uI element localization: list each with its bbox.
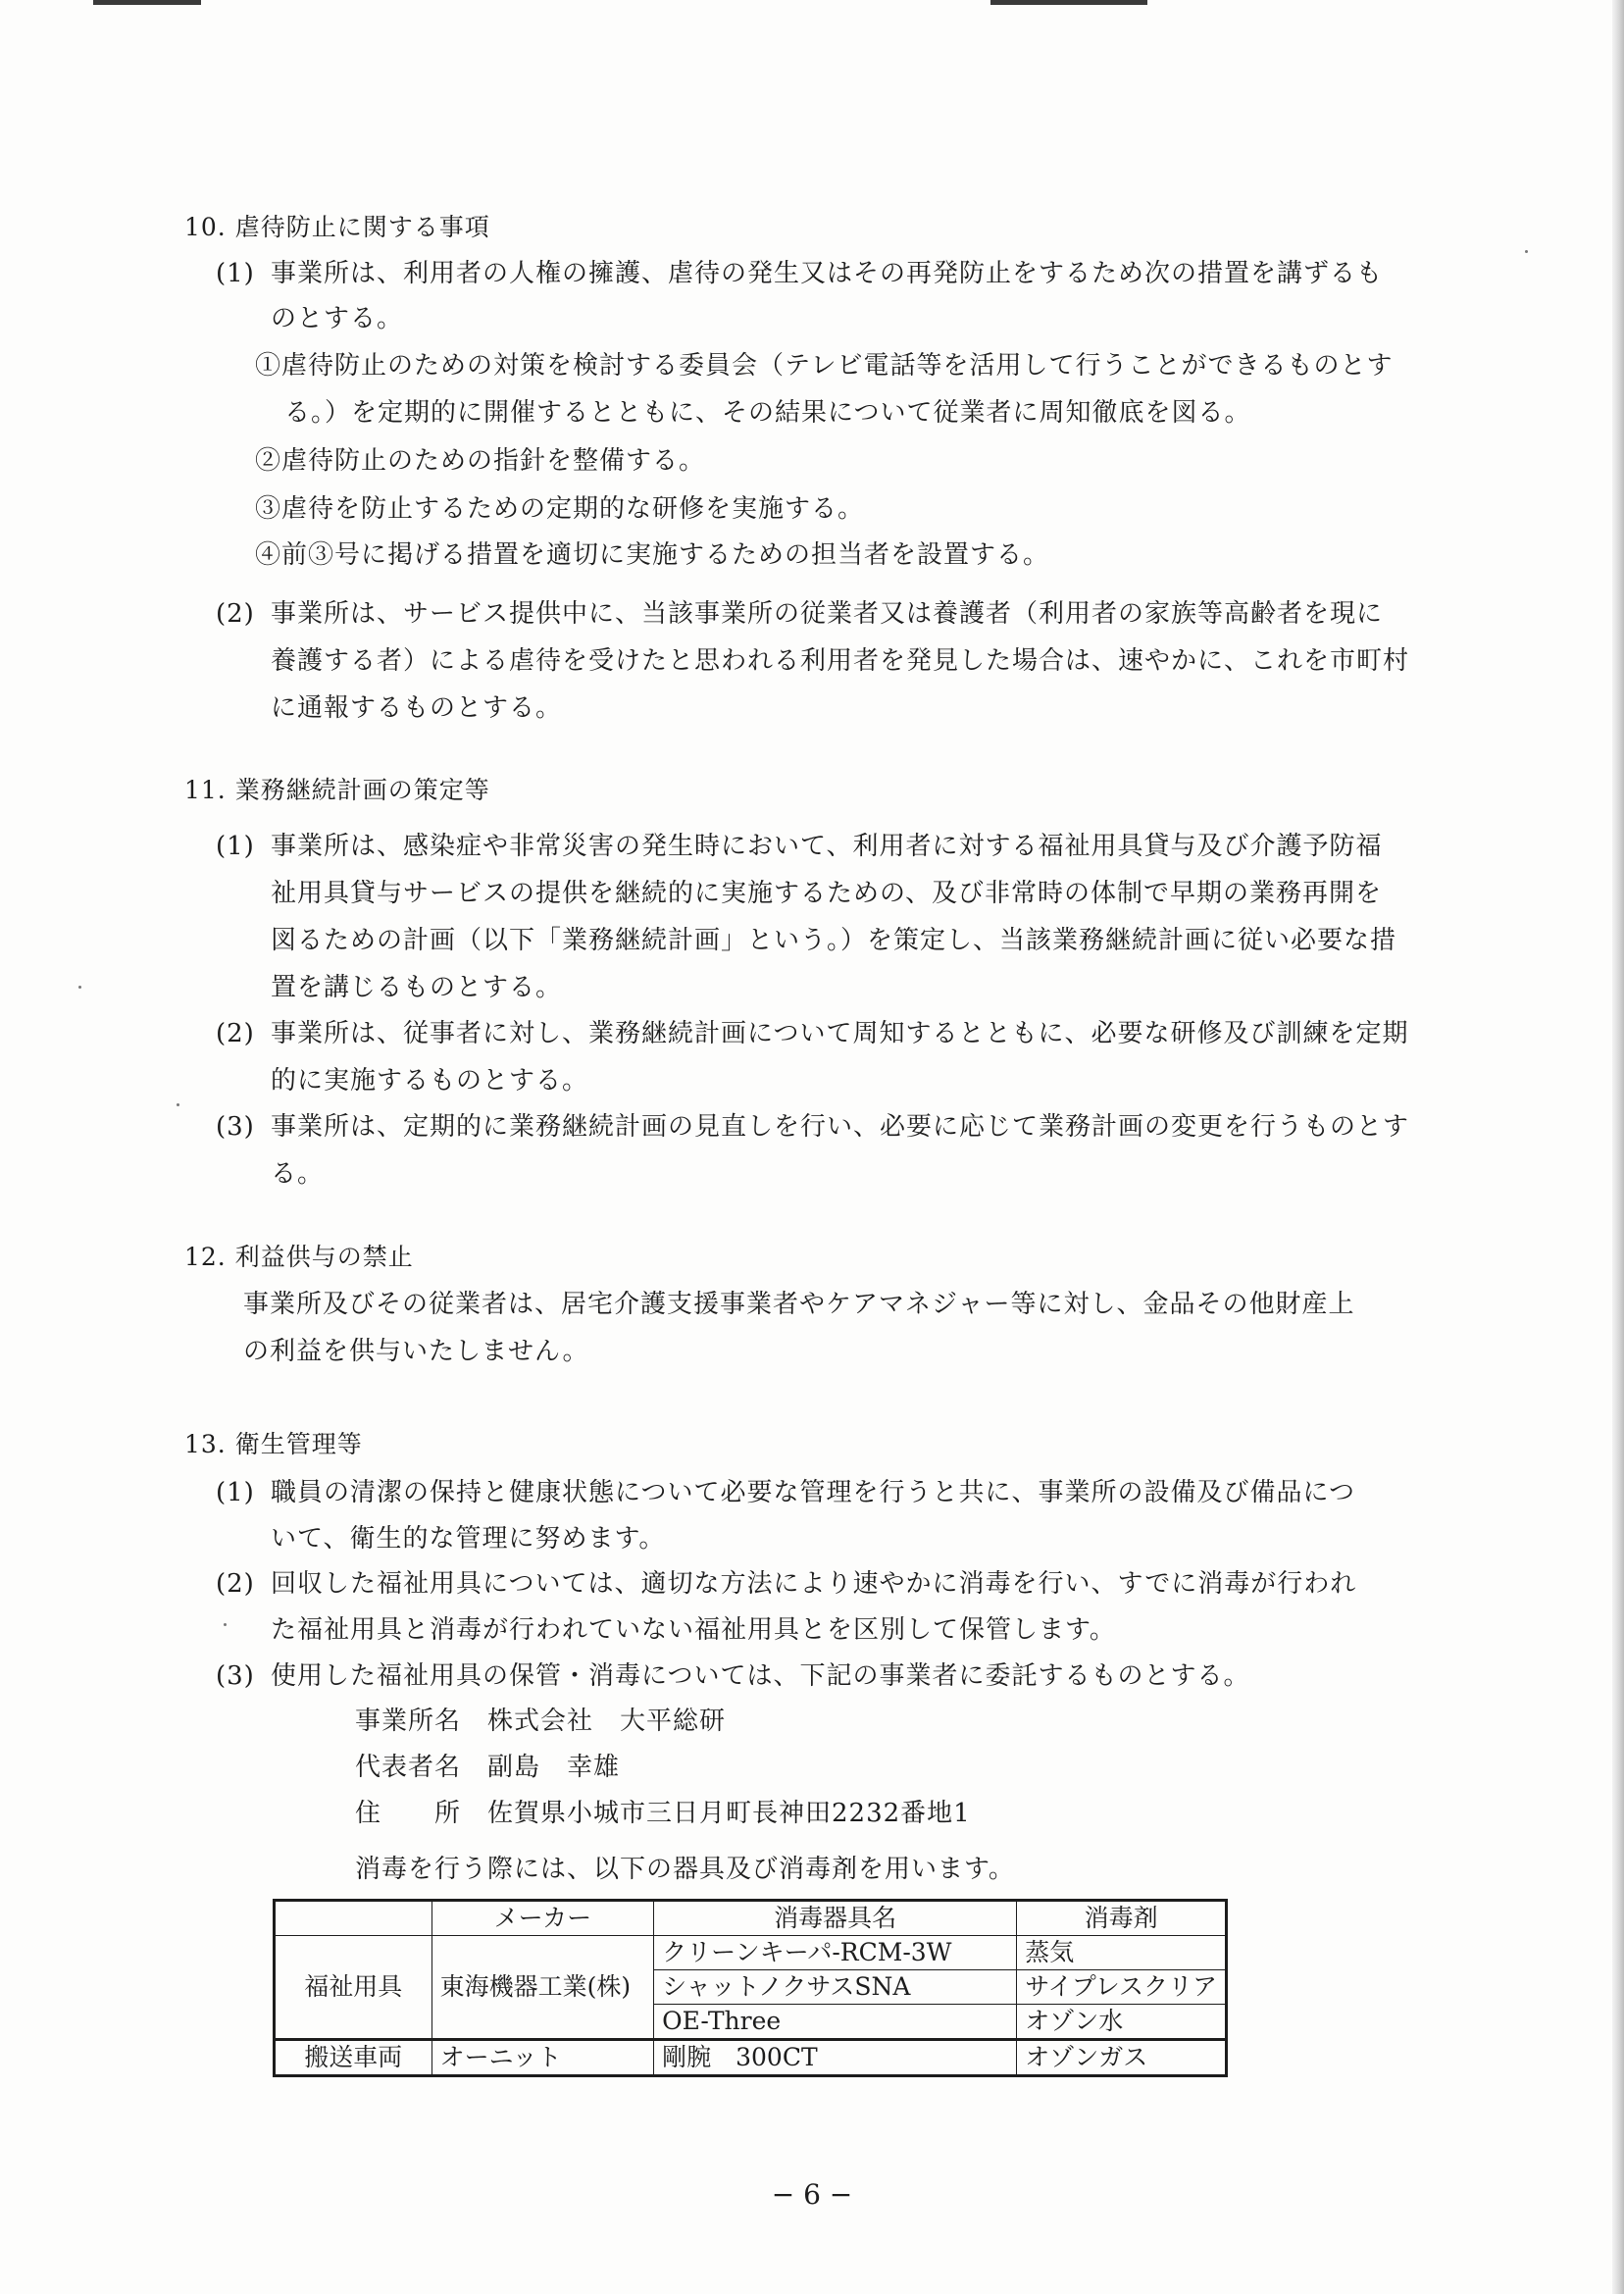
- s10-measure-4: ④前③号に掲げる措置を適切に実施するための担当者を設置する。: [255, 540, 1050, 570]
- s10-measure-3: ③虐待を防止するための定期的な研修を実施する。: [255, 494, 865, 524]
- contractor-company-name: 事業所名 株式会社 大平総研: [355, 1707, 727, 1736]
- s11-item-1-line-1: 事業所は、感染症や非常災害の発生時において、利用者に対する福祉用具貸与及び介護予防福: [271, 832, 1383, 861]
- header-category: [275, 1901, 432, 1936]
- maker-tokai: 東海機器工業(株): [431, 1936, 654, 2040]
- disinfection-table: [273, 1899, 1228, 2077]
- s13-item-2-line-1: 回収した福祉用具については、適切な方法により速やかに消毒を行い、すでに消毒が行われ: [271, 1569, 1357, 1599]
- s13-item-2-number: (2): [216, 1569, 255, 1599]
- s13-item-1-line-1: 職員の清潔の保持と健康状態について必要な管理を行うと共に、事業所の設備及び備品につ: [271, 1478, 1355, 1507]
- scan-top-mark-right: [990, 0, 1147, 5]
- s13-item-3-line-1: 使用した福祉用具の保管・消毒については、下記の事業者に委託するものとする。: [271, 1661, 1250, 1691]
- maker-onit: オーニット: [431, 2040, 654, 2076]
- s13-item-3-number: (3): [216, 1661, 255, 1691]
- s12-line-1: 事業所及びその従業者は、居宅介護支援事業者やケアマネジャー等に対し、金品その他財産上: [243, 1290, 1355, 1319]
- s10-item-2-line-2: 養護する者）による虐待を受けたと思われる利用者を発見した場合は、速やかに、これを市町村: [271, 646, 1410, 676]
- s10-item-1-number: (1): [216, 259, 255, 288]
- table-row: [275, 2040, 1227, 2076]
- s11-item-3-line-1: 事業所は、定期的に業務継続計画の見直しを行い、必要に応じて業務計画の変更を行うものとす: [271, 1112, 1410, 1142]
- section-11-heading: 11. 業務継続計画の策定等: [184, 776, 490, 804]
- page-number: − 6 −: [771, 2178, 853, 2211]
- s13-item-1-number: (1): [216, 1478, 255, 1507]
- equipment-cell: OE-Three: [654, 2005, 1017, 2040]
- contractor-address: 住 所 佐賀県小城市三日月町長神田2232番地1: [355, 1799, 971, 1828]
- table-header-row: [275, 1901, 1227, 1936]
- scan-speck: [1525, 250, 1528, 253]
- s11-item-2-line-2: 的に実施するものとする。: [271, 1066, 589, 1096]
- table-row: [275, 1936, 1227, 1970]
- s10-item-1-line-1: 事業所は、利用者の人権の擁護、虐待の発生又はその再発防止をするため次の措置を講ずるも: [271, 259, 1384, 288]
- s10-item-2-line-3: に通報するものとする。: [271, 693, 563, 723]
- s10-item-2-number: (2): [216, 599, 255, 629]
- s10-measure-1-line-2: る。）を定期的に開催するとともに、その結果について従業者に周知徹底を図る。: [284, 398, 1251, 428]
- contractor-representative: 代表者名 副島 幸雄: [355, 1753, 621, 1782]
- s13-item-2-line-2: た福祉用具と消毒が行われていない福祉用具とを区別して保管します。: [271, 1615, 1116, 1645]
- scan-top-mark-left: [93, 0, 201, 5]
- s10-item-1-line-2: のとする。: [271, 304, 404, 333]
- header-maker: メーカー: [431, 1901, 654, 1936]
- disinfection-intro: 消毒を行う際には、以下の器具及び消毒剤を用います。: [355, 1855, 1015, 1884]
- s10-item-2-line-1: 事業所は、サービス提供中に、当該事業所の従業者又は養護者（利用者の家族等高齢者を現に: [271, 599, 1384, 629]
- s11-item-3-line-2: る。: [271, 1159, 325, 1189]
- scan-speck: [224, 1623, 227, 1626]
- s13-item-1-line-2: いて、衛生的な管理に努めます。: [271, 1524, 666, 1554]
- disinfectant-cell: オゾンガス: [1017, 2040, 1227, 2076]
- s11-item-1-line-2: 祉用具貸与サービスの提供を継続的に実施するための、及び非常時の体制で早期の業務再開を: [271, 879, 1382, 908]
- s11-item-2-line-1: 事業所は、従事者に対し、業務継続計画について周知するとともに、必要な研修及び訓練を定期: [271, 1019, 1409, 1048]
- equipment-cell: シャットノクサスSNA: [654, 1970, 1017, 2005]
- section-12-heading: 12. 利益供与の禁止: [184, 1243, 414, 1271]
- s11-item-1-line-3: 図るための計画（以下「業務継続計画」という。）を策定し、当該業務継続計画に従い必要な措: [271, 926, 1397, 955]
- s10-measure-2: ②虐待防止のための指針を整備する。: [255, 446, 706, 476]
- s11-item-1-line-4: 置を講じるものとする。: [271, 973, 563, 1002]
- s10-measure-1-line-1: ①虐待防止のための対策を検討する委員会（テレビ電話等を活用して行うことができるものとす: [255, 351, 1394, 381]
- scan-speck: [78, 986, 81, 989]
- disinfectant-cell: オゾン水: [1017, 2005, 1227, 2040]
- s12-line-2: の利益を供与いたしません。: [243, 1337, 589, 1366]
- category-welfare-equipment: 福祉用具: [275, 1936, 432, 2040]
- s11-item-2-number: (2): [216, 1019, 255, 1048]
- s11-item-1-number: (1): [216, 832, 255, 861]
- equipment-cell: クリーンキーパ-RCM-3W: [654, 1936, 1017, 1970]
- disinfectant-cell: サイプレスクリア: [1017, 1970, 1227, 2005]
- s11-item-3-number: (3): [216, 1112, 255, 1142]
- section-10-heading: 10. 虐待防止に関する事項: [184, 213, 490, 241]
- header-equipment: 消毒器具名: [654, 1901, 1017, 1936]
- header-disinfectant: 消毒剤: [1017, 1901, 1227, 1936]
- section-13-heading: 13. 衛生管理等: [184, 1430, 363, 1458]
- category-transport-vehicle: 搬送車両: [275, 2040, 432, 2076]
- scan-speck: [177, 1103, 179, 1106]
- disinfectant-cell: 蒸気: [1017, 1936, 1227, 1970]
- scan-right-edge: [1612, 0, 1624, 2294]
- equipment-cell: 剛腕 300CT: [654, 2040, 1017, 2076]
